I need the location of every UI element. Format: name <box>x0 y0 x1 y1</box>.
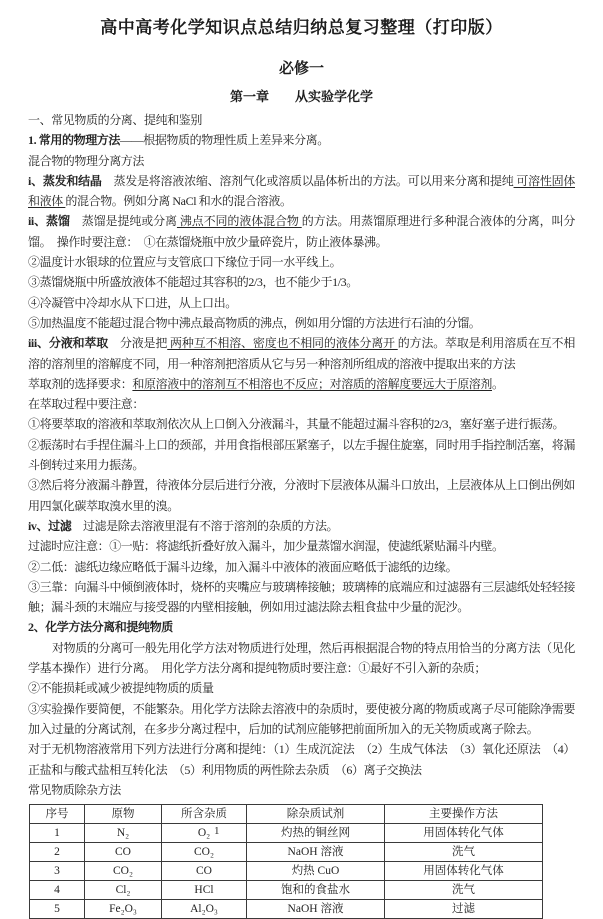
table-cell: 灼热的铜丝网 <box>247 824 385 843</box>
text-run: 分液是把 <box>108 336 168 351</box>
document-body <box>28 110 575 800</box>
table-row <box>30 862 543 881</box>
paragraph <box>28 130 575 150</box>
text-run: ③实验操作要简便，不能繁杂。用化学方法除去溶液中的杂质时，要使被分离的物质或离子尽可能除净需要加入过量的分离试剂，在多步分离过程中，后加的试剂应能够把前面所加入的无关物质或离子除去。 <box>28 701 575 736</box>
table-header-row <box>30 805 543 824</box>
table-cell: CO <box>85 843 162 862</box>
table-row <box>30 881 543 900</box>
table-cell: O₂ <box>162 824 247 843</box>
text-run: ②振荡时右手捏住漏斗上口的颈部，并用食指根部压紧塞子，以左手握住旋塞，同时用手指控制活塞，将漏斗倒转过来用力振荡。 <box>28 437 575 473</box>
paragraph <box>28 252 575 272</box>
table-cell: Cl₂ <box>85 881 162 900</box>
table-cell: N₂ <box>85 824 162 843</box>
text-run: 。 <box>492 376 504 391</box>
table-header-cell: 序号 <box>30 805 85 824</box>
table-cell: 用固体转化气体 <box>385 824 543 843</box>
paragraph <box>28 435 575 476</box>
text-run: 萃取剂的选择要求： <box>28 376 133 391</box>
text-run: 蒸发是将溶液浓缩、溶剂气化或溶质以晶体析出的方法。可以用来分离和提纯 <box>101 173 514 188</box>
text-run: 过滤是除去溶液里混有不溶于溶剂的杂质的方法。 <box>71 518 339 533</box>
table-cell: Fe₂O₃ <box>85 900 162 919</box>
part-title: 必修一 <box>278 61 324 77</box>
paragraph <box>28 293 575 313</box>
paragraph <box>28 394 575 414</box>
paragraph <box>28 171 575 212</box>
paragraph <box>28 516 575 536</box>
paragraph <box>28 110 575 130</box>
text-run: ②不能损耗或减少被提纯物质的质量 <box>28 681 214 696</box>
underlined-run: 可溶性固体和液体 <box>28 173 575 209</box>
table-cell: 5 <box>30 900 85 919</box>
paragraph <box>28 638 575 679</box>
table-header-cell: 除杂质试剂 <box>247 805 385 824</box>
bold-run: i、蒸发和结晶 <box>28 173 102 188</box>
underlined-run: 两种互不相溶、密度也不相同的液体分离开 <box>167 336 398 351</box>
paragraph <box>28 475 575 516</box>
text-run: ——根据物质的物理性质上差异来分离。 <box>120 133 329 148</box>
text-run: 的方法。萃取是利用溶质在互不相溶的溶剂里的溶解度不同，用一种溶剂把溶质从它与另一种溶剂所组成的溶液中提取出来的方法 <box>28 336 575 371</box>
table-cell: NaOH 溶液 <box>247 843 385 862</box>
paragraph <box>28 699 575 740</box>
impurity-removal-table <box>29 804 543 919</box>
underlined-run: 沸点不同的液体混合物 <box>176 214 302 229</box>
text-run: ③然后将分液漏斗静置，待液体分层后进行分液，分液时下层液体从漏斗口放出，上层液体从上口倒出例如用四氯化碳萃取溴水里的溴。 <box>28 478 575 513</box>
table-cell: 洗气 <box>385 881 543 900</box>
text-run: 的混合物。例如分离 NaCl 和水的混合溶液。 <box>65 194 292 209</box>
table-header-cell: 原物 <box>85 805 162 824</box>
text-run: 一、常见物质的分离、提纯和鉴别 <box>28 113 203 127</box>
paragraph <box>28 272 575 292</box>
table-row <box>30 900 543 919</box>
paragraph <box>28 414 575 434</box>
table-cell: 灼热 CuO <box>247 862 385 881</box>
table-cell: 用固体转化气体 <box>385 862 543 881</box>
text-run: 对物质的分离可一般先用化学方法对物质进行处理，然后再根据混合物的特点用恰当的分离方法（见化学基本操作）进行分离。 用化学方法分离和提纯物质时要注意：①最好不引入新的杂质； <box>28 640 575 676</box>
bold-run: ii、蒸馏 <box>28 214 70 229</box>
table-cell: CO <box>162 862 247 881</box>
text-run: ④冷凝管中冷却水从下口进，从上口出。 <box>28 295 237 310</box>
text-run: ②温度计水银球的位置应与支管底口下缘位于同一水平线上。 <box>28 255 342 270</box>
table-cell: CO₂ <box>85 862 162 881</box>
paragraph <box>28 333 575 374</box>
paragraph <box>28 374 575 394</box>
table-header-cell: 主要操作方法 <box>385 805 543 824</box>
table-cell: CO₂ <box>162 843 247 862</box>
paragraph <box>28 211 575 252</box>
text-run: ③蒸馏烧瓶中所盛放液体不能超过其容积的2/3，也不能少于1/3。 <box>28 275 358 290</box>
text-run: 蒸馏是提纯或分离 <box>69 214 177 229</box>
table-cell: HCl <box>162 881 247 900</box>
table-cell: 饱和的食盐水 <box>247 881 385 900</box>
text-run: 对于无机物溶液常用下列方法进行分离和提纯：（1）生成沉淀法 （2）生成气体法 （3）氧化还原法 （4）正盐和与酸式盐相互转化法 （5）利用物质的两性除去杂质 （6）离子交换法 <box>28 742 575 777</box>
bold-run: 2、化学方法分离和提纯物质 <box>28 620 173 635</box>
text-run: ③三靠：向漏斗中倾倒液体时，烧杯的夹嘴应与玻璃棒接触；玻璃棒的底端应和过滤器有三层滤纸处轻轻接触；漏斗颈的末端应与接受器的内壁相接触，例如用过滤法除去粗食盐中少量的泥沙。 <box>28 579 575 615</box>
table-cell: 3 <box>30 862 85 881</box>
paragraph <box>28 151 575 171</box>
table-cell: 洗气 <box>385 843 543 862</box>
bold-run: 1. 常用的物理方法 <box>28 133 121 148</box>
text-run: ①将要萃取的溶液和萃取剂依次从上口倒入分液漏斗，其量不能超过漏斗容积的2/3，塞好塞子进行振荡。 <box>28 417 565 432</box>
text-run: 混合物的物理分离方法 <box>28 153 145 168</box>
page-number: 1 <box>214 825 220 837</box>
paragraph <box>28 739 575 780</box>
table-header-cell: 所含杂质 <box>162 805 247 824</box>
text-run: 的方法。用蒸馏原理进行多种混合液体的分离，叫分馏。 操作时要注意： ①在蒸馏烧瓶中放少量碎瓷片，防止液体暴沸。 <box>28 214 576 249</box>
text-run: ⑤加热温度不能超过混合物中沸点最高物质的沸点，例如用分馏的方法进行石油的分馏。 <box>28 315 481 330</box>
paragraph <box>28 678 575 698</box>
table-body <box>30 824 543 919</box>
paragraph <box>28 577 575 618</box>
table-cell: 2 <box>30 843 85 862</box>
table-cell: 过滤 <box>385 900 543 919</box>
text-run: 过滤时应注意：①一贴：将滤纸折叠好放入漏斗，加少量蒸馏水润湿，使滤纸紧贴漏斗内壁。 <box>28 539 504 554</box>
table-cell: 1 <box>30 824 85 843</box>
paragraph <box>28 313 575 333</box>
text-run: ②二低：滤纸边缘应略低于漏斗边缘，加入漏斗中液体的液面应略低于滤纸的边缘。 <box>28 559 458 574</box>
table-row <box>30 843 543 862</box>
paragraph <box>28 557 575 577</box>
paragraph <box>28 780 575 800</box>
bold-run: iv、过滤 <box>28 518 72 533</box>
chapter-title: 第一章 从实验学化学 <box>229 89 373 104</box>
table-row <box>30 824 543 843</box>
text-run: 常见物质除杂方法 <box>28 782 121 797</box>
bold-run: iii、分液和萃取 <box>28 336 109 351</box>
table-cell: 4 <box>30 881 85 900</box>
table-cell: Al₂O₃ <box>162 900 247 919</box>
underlined-run: 和原溶液中的溶剂互不相溶也不反应；对溶质的溶解度要远大于原溶剂 <box>132 376 493 391</box>
document-title: 高中高考化学知识点总结归纳总复习整理（打印版） <box>100 18 503 37</box>
text-run: 在萃取过程中要注意： <box>28 397 145 412</box>
paragraph <box>28 617 575 637</box>
paragraph <box>28 536 575 556</box>
table-cell: NaOH 溶液 <box>247 900 385 919</box>
